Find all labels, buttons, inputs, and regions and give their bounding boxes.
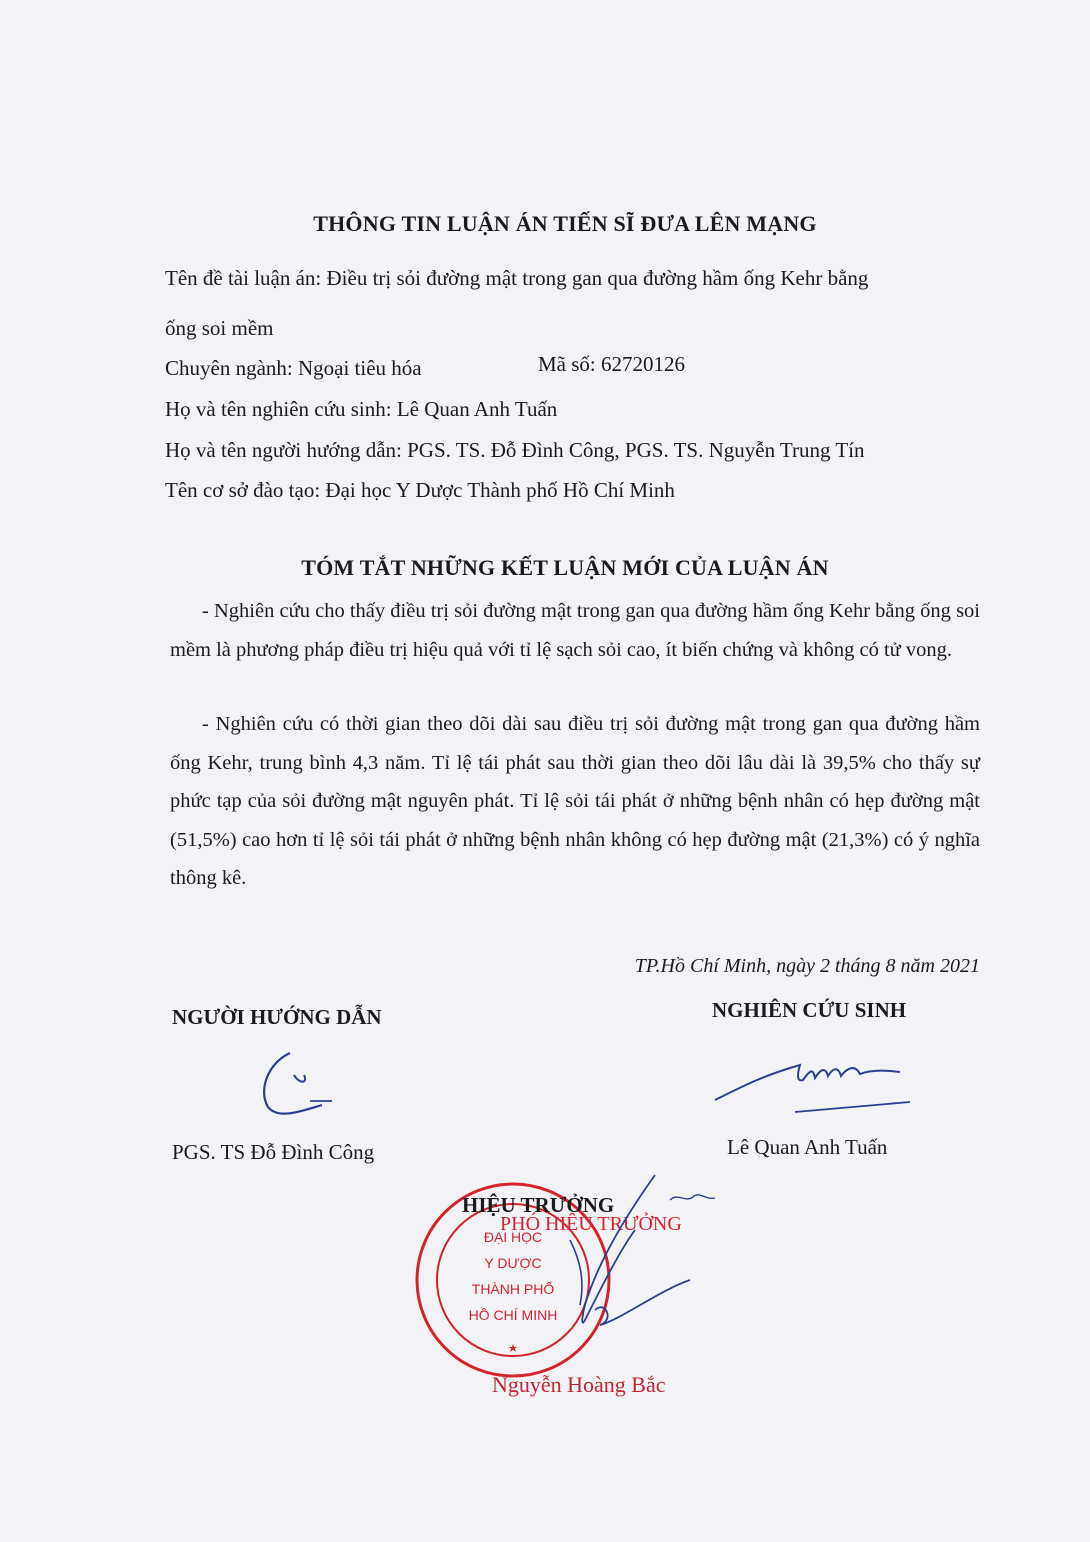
thesis-title-line2: ống soi mềm [165,316,274,340]
student-signature [705,1040,925,1120]
code-field: Mã số: 62720126 [538,352,685,376]
supervisors-field: Họ và tên người hướng dẫn: PGS. TS. Đỗ Đình Công, PGS. TS. Nguyễn Trung Tín [165,438,865,462]
supervisor-name: PGS. TS Đỗ Đình Công [172,1140,375,1164]
stamp-line-3: THÀNH PHỐ [471,1281,555,1297]
supervisor-signature [250,1045,350,1125]
specialty-field: Chuyên ngành: Ngoại tiêu hóa [165,356,422,380]
summary-paragraph-2: - Nghiên cứu có thời gian theo dõi dài sau điều trị sỏi đường mật trong gan qua đường hầm ống Kehr, trung bình 4,3 năm. Tỉ lệ tái phát sau thời gian theo dõi lâu dài là 39,5% cho thấy sự phức tạp của sỏi đường mật nguyên phát. Tỉ lệ sỏi tái phát ở những bệnh nhân có hẹp đường mật (51,5%) cao hơn tỉ lệ sỏi tái phát ở những bệnh nhân không có hẹp đường mật (21,3%) có ý nghĩa thông kê. [170,713,980,889]
vice-rector-title: PHÓ HIỆU TRƯỞNG [500,1213,682,1235]
summary-title: TÓM TẮT NHỮNG KẾT LUẬN MỚI CỦA LUẬN ÁN [301,555,829,580]
rector-signature [510,1170,730,1360]
student-name: Lê Quan Anh Tuấn [727,1135,888,1159]
student-field: Họ và tên nghiên cứu sinh: Lê Quan Anh Tuấn [165,397,558,421]
institution-field: Tên cơ sở đào tạo: Đại học Y Dược Thành phố Hồ Chí Minh [165,478,675,502]
summary-paragraph-1: - Nghiên cứu cho thấy điều trị sỏi đường mật trong gan qua đường hầm ống Kehr bằng ống soi mềm là phương pháp điều trị hiệu quả với tỉ lệ sạch sỏi cao, ít biến chứng và không có tử vong. [170,600,980,661]
place-date: TP.Hồ Chí Minh, ngày 2 tháng 8 năm 2021 [634,955,980,977]
rector-title: HIỆU TRƯỞNG [462,1193,615,1217]
stamp-line-4: HỒ CHÍ MINH [468,1307,558,1323]
stamp-line-2: Y DƯỢC [484,1255,542,1271]
stamp-line-1: ĐẠI HỌC [483,1229,543,1245]
supervisor-signature-title: NGƯỜI HƯỚNG DẪN [172,1005,382,1029]
student-signature-title: NGHIÊN CỨU SINH [712,998,907,1022]
rector-name: Nguyễn Hoàng Bắc [492,1372,666,1397]
document-title: THÔNG TIN LUẬN ÁN TIẾN SĨ ĐƯA LÊN MẠNG [313,211,817,236]
thesis-title-line1: Tên đề tài luận án: Điều trị sỏi đường mật trong gan qua đường hầm ống Kehr bằng [165,266,869,290]
